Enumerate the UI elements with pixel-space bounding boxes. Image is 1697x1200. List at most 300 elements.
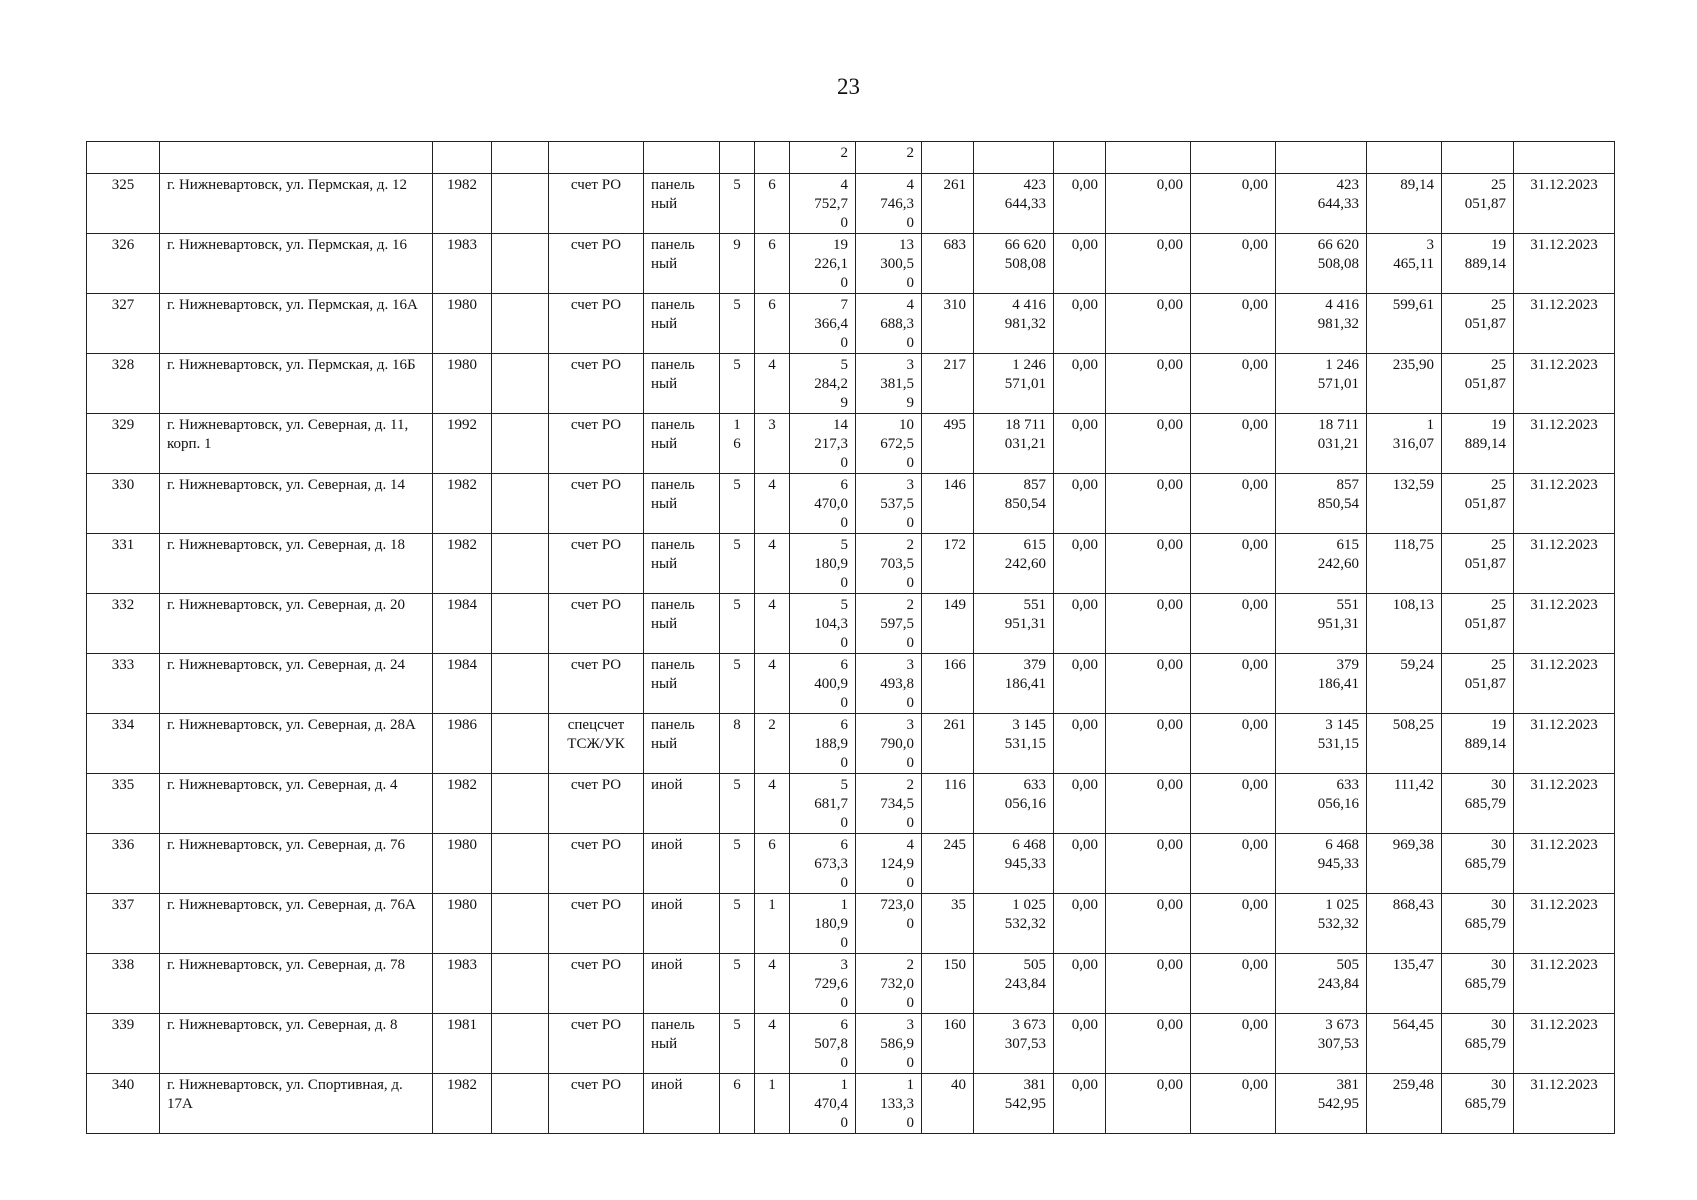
cell-fund-method: счет РО (549, 354, 644, 414)
cell-residents: 261 (922, 174, 974, 234)
cell-federal-funds: 0,00 (1054, 174, 1106, 234)
cell-living-area: 3 790,0 0 (856, 714, 922, 774)
cell-blank-cell (492, 954, 549, 1014)
cell-local-funds: 0,00 (1191, 894, 1276, 954)
cell-total-cost: 1 246 571,01 (974, 354, 1054, 414)
cell-wall-material: панель ный (644, 414, 720, 474)
cell-federal-funds: 0,00 (1054, 294, 1106, 354)
cell-deadline: 31.12.2023 (1514, 534, 1615, 594)
cell-local-funds: 0,00 (1191, 474, 1276, 534)
cell-limit-per-sqm: 19 889,14 (1442, 414, 1514, 474)
cell-owner-funds: 857 850,54 (1276, 474, 1367, 534)
cell-address: г. Нижневартовск, ул. Северная, д. 28А (160, 714, 433, 774)
cell-limit-per-sqm: 25 051,87 (1442, 174, 1514, 234)
cell-residents: 166 (922, 654, 974, 714)
cell-deadline: 31.12.2023 (1514, 714, 1615, 774)
cell-address: г. Нижневартовск, ул. Северная, д. 76 (160, 834, 433, 894)
cell-total-area: 6 188,9 0 (790, 714, 856, 774)
table-row (87, 474, 1615, 534)
cell-floors: 5 (720, 354, 755, 414)
cell-deadline: 31.12.2023 (1514, 834, 1615, 894)
cell-floors: 5 (720, 1014, 755, 1074)
cell-residents: 35 (922, 894, 974, 954)
cell-residents: 160 (922, 1014, 974, 1074)
cell-residents: 149 (922, 594, 974, 654)
cell-floors: 5 (720, 834, 755, 894)
cell-local-funds: 0,00 (1191, 834, 1276, 894)
cell-residents: 40 (922, 1074, 974, 1134)
cell-deadline: 31.12.2023 (1514, 294, 1615, 354)
cell-entrances: 3 (755, 414, 790, 474)
cell-local-funds (1191, 142, 1276, 174)
cell-regional-funds: 0,00 (1106, 474, 1191, 534)
cell-living-area: 4 746,3 0 (856, 174, 922, 234)
cell-residents: 217 (922, 354, 974, 414)
cell-year-built: 1981 (433, 1014, 492, 1074)
table-row (87, 534, 1615, 594)
cell-year-built: 1982 (433, 534, 492, 594)
cell-owner-funds: 379 186,41 (1276, 654, 1367, 714)
cell-total-cost: 633 056,16 (974, 774, 1054, 834)
cell-total-area: 5 284,2 9 (790, 354, 856, 414)
cell-local-funds: 0,00 (1191, 714, 1276, 774)
cell-blank-cell (492, 294, 549, 354)
cell-fund-method: счет РО (549, 1014, 644, 1074)
cell-cost-per-sqm: 969,38 (1367, 834, 1442, 894)
cell-deadline: 31.12.2023 (1514, 1014, 1615, 1074)
cell-blank-cell (492, 894, 549, 954)
cell-regional-funds: 0,00 (1106, 714, 1191, 774)
cell-regional-funds: 0,00 (1106, 894, 1191, 954)
cell-year-built: 1984 (433, 594, 492, 654)
cell-total-cost: 18 711 031,21 (974, 414, 1054, 474)
cell-regional-funds (1106, 142, 1191, 174)
cell-year-built: 1986 (433, 714, 492, 774)
cell-floors (720, 142, 755, 174)
cell-federal-funds: 0,00 (1054, 474, 1106, 534)
cell-year-built: 1980 (433, 354, 492, 414)
cell-total-cost: 423 644,33 (974, 174, 1054, 234)
cell-blank-cell (492, 654, 549, 714)
cell-row-number: 325 (87, 174, 160, 234)
table-row (87, 1014, 1615, 1074)
cell-fund-method: счет РО (549, 594, 644, 654)
cell-total-area: 6 507,8 0 (790, 1014, 856, 1074)
cell-regional-funds: 0,00 (1106, 594, 1191, 654)
cell-residents (922, 142, 974, 174)
cell-wall-material: панель ный (644, 1014, 720, 1074)
cell-total-area: 2 (790, 142, 856, 174)
cell-address (160, 142, 433, 174)
cell-living-area: 2 732,0 0 (856, 954, 922, 1014)
cell-fund-method: счет РО (549, 1074, 644, 1134)
cell-total-area: 5 104,3 0 (790, 594, 856, 654)
cell-cost-per-sqm: 108,13 (1367, 594, 1442, 654)
cell-cost-per-sqm: 89,14 (1367, 174, 1442, 234)
cell-row-number: 331 (87, 534, 160, 594)
cell-address: г. Нижневартовск, ул. Северная, д. 24 (160, 654, 433, 714)
cell-living-area: 3 537,5 0 (856, 474, 922, 534)
cell-limit-per-sqm: 25 051,87 (1442, 594, 1514, 654)
cell-regional-funds: 0,00 (1106, 414, 1191, 474)
cell-owner-funds: 381 542,95 (1276, 1074, 1367, 1134)
cell-limit-per-sqm: 25 051,87 (1442, 294, 1514, 354)
cell-entrances: 6 (755, 174, 790, 234)
cell-entrances: 4 (755, 534, 790, 594)
cell-federal-funds: 0,00 (1054, 534, 1106, 594)
cell-year-built: 1982 (433, 174, 492, 234)
cell-entrances: 4 (755, 954, 790, 1014)
cell-entrances: 4 (755, 594, 790, 654)
cell-row-number: 328 (87, 354, 160, 414)
cell-total-area: 5 681,7 0 (790, 774, 856, 834)
cell-regional-funds: 0,00 (1106, 1014, 1191, 1074)
cell-fund-method: счет РО (549, 954, 644, 1014)
cell-regional-funds: 0,00 (1106, 294, 1191, 354)
cell-deadline: 31.12.2023 (1514, 174, 1615, 234)
cell-owner-funds: 1 025 532,32 (1276, 894, 1367, 954)
cell-owner-funds: 505 243,84 (1276, 954, 1367, 1014)
cell-total-cost: 6 468 945,33 (974, 834, 1054, 894)
cell-cost-per-sqm: 118,75 (1367, 534, 1442, 594)
cell-fund-method: счет РО (549, 774, 644, 834)
cell-year-built: 1982 (433, 474, 492, 534)
cell-total-cost (974, 142, 1054, 174)
cell-owner-funds (1276, 142, 1367, 174)
cell-residents: 310 (922, 294, 974, 354)
cell-deadline: 31.12.2023 (1514, 474, 1615, 534)
cell-limit-per-sqm: 30 685,79 (1442, 954, 1514, 1014)
cell-address: г. Нижневартовск, ул. Северная, д. 78 (160, 954, 433, 1014)
cell-residents: 172 (922, 534, 974, 594)
cell-owner-funds: 551 951,31 (1276, 594, 1367, 654)
housing-registry-table (86, 141, 1615, 1134)
cell-address: г. Нижневартовск, ул. Северная, д. 11, корп. 1 (160, 414, 433, 474)
cell-year-built (433, 142, 492, 174)
cell-address: г. Нижневартовск, ул. Пермская, д. 16Б (160, 354, 433, 414)
cell-cost-per-sqm: 868,43 (1367, 894, 1442, 954)
cell-wall-material: панель ный (644, 654, 720, 714)
cell-residents: 495 (922, 414, 974, 474)
cell-total-cost: 505 243,84 (974, 954, 1054, 1014)
cell-local-funds: 0,00 (1191, 414, 1276, 474)
cell-row-number: 339 (87, 1014, 160, 1074)
cell-regional-funds: 0,00 (1106, 1074, 1191, 1134)
cell-cost-per-sqm: 259,48 (1367, 1074, 1442, 1134)
table-row (87, 954, 1615, 1014)
cell-total-cost: 1 025 532,32 (974, 894, 1054, 954)
cell-year-built: 1980 (433, 894, 492, 954)
cell-federal-funds: 0,00 (1054, 894, 1106, 954)
cell-limit-per-sqm: 30 685,79 (1442, 1014, 1514, 1074)
cell-living-area: 2 703,5 0 (856, 534, 922, 594)
cell-living-area: 13 300,5 0 (856, 234, 922, 294)
cell-row-number: 336 (87, 834, 160, 894)
cell-living-area: 4 124,9 0 (856, 834, 922, 894)
cell-address: г. Нижневартовск, ул. Спортивная, д. 17А (160, 1074, 433, 1134)
cell-total-area: 14 217,3 0 (790, 414, 856, 474)
cell-row-number: 335 (87, 774, 160, 834)
cell-row-number: 332 (87, 594, 160, 654)
cell-living-area: 2 (856, 142, 922, 174)
table-row (87, 774, 1615, 834)
cell-row-number: 338 (87, 954, 160, 1014)
cell-federal-funds: 0,00 (1054, 774, 1106, 834)
cell-year-built: 1982 (433, 1074, 492, 1134)
table-row (87, 654, 1615, 714)
cell-floors: 5 (720, 294, 755, 354)
cell-blank-cell (492, 142, 549, 174)
cell-total-cost: 66 620 508,08 (974, 234, 1054, 294)
cell-limit-per-sqm: 30 685,79 (1442, 1074, 1514, 1134)
cell-cost-per-sqm: 132,59 (1367, 474, 1442, 534)
cell-federal-funds: 0,00 (1054, 834, 1106, 894)
cell-living-area: 4 688,3 0 (856, 294, 922, 354)
cell-cost-per-sqm: 235,90 (1367, 354, 1442, 414)
cell-owner-funds: 6 468 945,33 (1276, 834, 1367, 894)
cell-row-number: 337 (87, 894, 160, 954)
cell-deadline: 31.12.2023 (1514, 894, 1615, 954)
cell-entrances: 6 (755, 834, 790, 894)
cell-total-area: 5 180,9 0 (790, 534, 856, 594)
cell-address: г. Нижневартовск, ул. Пермская, д. 12 (160, 174, 433, 234)
cell-federal-funds: 0,00 (1054, 1014, 1106, 1074)
table-row (87, 834, 1615, 894)
cell-row-number: 334 (87, 714, 160, 774)
cell-regional-funds: 0,00 (1106, 834, 1191, 894)
cell-living-area: 2 734,5 0 (856, 774, 922, 834)
cell-wall-material: панель ный (644, 534, 720, 594)
cell-wall-material: панель ный (644, 174, 720, 234)
cell-address: г. Нижневартовск, ул. Северная, д. 20 (160, 594, 433, 654)
cell-regional-funds: 0,00 (1106, 174, 1191, 234)
cell-limit-per-sqm: 25 051,87 (1442, 354, 1514, 414)
cell-owner-funds: 615 242,60 (1276, 534, 1367, 594)
cell-wall-material: панель ный (644, 714, 720, 774)
cell-year-built: 1982 (433, 774, 492, 834)
cell-address: г. Нижневартовск, ул. Северная, д. 14 (160, 474, 433, 534)
cell-regional-funds: 0,00 (1106, 234, 1191, 294)
cell-local-funds: 0,00 (1191, 654, 1276, 714)
cell-federal-funds: 0,00 (1054, 654, 1106, 714)
cell-living-area: 2 597,5 0 (856, 594, 922, 654)
cell-residents: 146 (922, 474, 974, 534)
cell-residents: 683 (922, 234, 974, 294)
cell-local-funds: 0,00 (1191, 174, 1276, 234)
cell-cost-per-sqm: 508,25 (1367, 714, 1442, 774)
cell-wall-material: панель ный (644, 234, 720, 294)
cell-limit-per-sqm: 19 889,14 (1442, 234, 1514, 294)
cell-entrances: 4 (755, 774, 790, 834)
cell-fund-method: счет РО (549, 834, 644, 894)
cell-total-area: 6 470,0 0 (790, 474, 856, 534)
cell-row-number: 329 (87, 414, 160, 474)
cell-address: г. Нижневартовск, ул. Пермская, д. 16А (160, 294, 433, 354)
cell-blank-cell (492, 534, 549, 594)
cell-blank-cell (492, 174, 549, 234)
table-row (87, 894, 1615, 954)
cell-owner-funds: 3 673 307,53 (1276, 1014, 1367, 1074)
cell-cost-per-sqm: 599,61 (1367, 294, 1442, 354)
cell-local-funds: 0,00 (1191, 954, 1276, 1014)
cell-cost-per-sqm: 59,24 (1367, 654, 1442, 714)
cell-living-area: 723,0 0 (856, 894, 922, 954)
cell-living-area: 10 672,5 0 (856, 414, 922, 474)
cell-federal-funds: 0,00 (1054, 354, 1106, 414)
cell-owner-funds: 423 644,33 (1276, 174, 1367, 234)
cell-total-cost: 3 145 531,15 (974, 714, 1054, 774)
cell-year-built: 1992 (433, 414, 492, 474)
cell-wall-material: панель ный (644, 354, 720, 414)
cell-year-built: 1983 (433, 234, 492, 294)
cell-federal-funds: 0,00 (1054, 954, 1106, 1014)
cell-entrances: 2 (755, 714, 790, 774)
cell-entrances: 6 (755, 234, 790, 294)
cell-federal-funds: 0,00 (1054, 414, 1106, 474)
table-row (87, 354, 1615, 414)
cell-cost-per-sqm: 111,42 (1367, 774, 1442, 834)
cell-floors: 5 (720, 174, 755, 234)
cell-federal-funds: 0,00 (1054, 1074, 1106, 1134)
cell-total-area: 3 729,6 0 (790, 954, 856, 1014)
cell-wall-material: иной (644, 954, 720, 1014)
cell-residents: 245 (922, 834, 974, 894)
cell-year-built: 1980 (433, 834, 492, 894)
cell-cost-per-sqm: 1 316,07 (1367, 414, 1442, 474)
table-row (87, 594, 1615, 654)
cell-living-area: 3 381,5 9 (856, 354, 922, 414)
cell-address: г. Нижневартовск, ул. Северная, д. 8 (160, 1014, 433, 1074)
cell-owner-funds: 4 416 981,32 (1276, 294, 1367, 354)
cell-year-built: 1980 (433, 294, 492, 354)
cell-wall-material: иной (644, 894, 720, 954)
cell-total-area: 1 180,9 0 (790, 894, 856, 954)
cell-blank-cell (492, 1014, 549, 1074)
cell-wall-material: иной (644, 834, 720, 894)
cell-fund-method: счет РО (549, 294, 644, 354)
cell-fund-method: счет РО (549, 474, 644, 534)
table-row (87, 174, 1615, 234)
cell-row-number: 330 (87, 474, 160, 534)
cell-year-built: 1983 (433, 954, 492, 1014)
cell-federal-funds: 0,00 (1054, 594, 1106, 654)
cell-total-cost: 551 951,31 (974, 594, 1054, 654)
cell-limit-per-sqm: 19 889,14 (1442, 714, 1514, 774)
cell-deadline (1514, 142, 1615, 174)
cell-blank-cell (492, 714, 549, 774)
table-row (87, 1074, 1615, 1134)
cell-total-area: 7 366,4 0 (790, 294, 856, 354)
cell-total-area: 6 400,9 0 (790, 654, 856, 714)
cell-federal-funds (1054, 142, 1106, 174)
cell-entrances: 6 (755, 294, 790, 354)
table-row (87, 294, 1615, 354)
cell-owner-funds: 18 711 031,21 (1276, 414, 1367, 474)
cell-fund-method: счет РО (549, 534, 644, 594)
cell-residents: 150 (922, 954, 974, 1014)
cell-deadline: 31.12.2023 (1514, 234, 1615, 294)
cell-address: г. Нижневартовск, ул. Северная, д. 18 (160, 534, 433, 594)
cell-wall-material: панель ный (644, 594, 720, 654)
cell-cost-per-sqm: 135,47 (1367, 954, 1442, 1014)
cell-entrances: 4 (755, 1014, 790, 1074)
cell-residents: 116 (922, 774, 974, 834)
cell-blank-cell (492, 1074, 549, 1134)
cell-row-number: 340 (87, 1074, 160, 1134)
cell-deadline: 31.12.2023 (1514, 954, 1615, 1014)
cell-total-cost: 4 416 981,32 (974, 294, 1054, 354)
cell-residents: 261 (922, 714, 974, 774)
cell-limit-per-sqm (1442, 142, 1514, 174)
cell-fund-method: счет РО (549, 654, 644, 714)
cell-entrances: 4 (755, 354, 790, 414)
cell-floors: 1 6 (720, 414, 755, 474)
cell-total-area: 6 673,3 0 (790, 834, 856, 894)
cell-blank-cell (492, 774, 549, 834)
cell-entrances: 1 (755, 1074, 790, 1134)
cell-floors: 9 (720, 234, 755, 294)
cell-local-funds: 0,00 (1191, 774, 1276, 834)
cell-wall-material: панель ный (644, 474, 720, 534)
cell-local-funds: 0,00 (1191, 354, 1276, 414)
cell-total-cost: 857 850,54 (974, 474, 1054, 534)
cell-regional-funds: 0,00 (1106, 654, 1191, 714)
cell-federal-funds: 0,00 (1054, 714, 1106, 774)
cell-floors: 5 (720, 474, 755, 534)
cell-fund-method: счет РО (549, 234, 644, 294)
cell-deadline: 31.12.2023 (1514, 1074, 1615, 1134)
cell-local-funds: 0,00 (1191, 234, 1276, 294)
cell-address: г. Нижневартовск, ул. Северная, д. 76А (160, 894, 433, 954)
cell-local-funds: 0,00 (1191, 1074, 1276, 1134)
cell-blank-cell (492, 414, 549, 474)
cell-owner-funds: 1 246 571,01 (1276, 354, 1367, 414)
cell-floors: 5 (720, 774, 755, 834)
cell-total-cost: 379 186,41 (974, 654, 1054, 714)
cell-entrances: 1 (755, 894, 790, 954)
cell-floors: 6 (720, 1074, 755, 1134)
cell-living-area: 3 586,9 0 (856, 1014, 922, 1074)
cell-entrances: 4 (755, 474, 790, 534)
cell-floors: 5 (720, 654, 755, 714)
cell-regional-funds: 0,00 (1106, 774, 1191, 834)
cell-total-cost: 615 242,60 (974, 534, 1054, 594)
cell-row-number: 326 (87, 234, 160, 294)
cell-deadline: 31.12.2023 (1514, 414, 1615, 474)
cell-living-area: 1 133,3 0 (856, 1074, 922, 1134)
cell-living-area: 3 493,8 0 (856, 654, 922, 714)
cell-regional-funds: 0,00 (1106, 954, 1191, 1014)
page-number: 23 (837, 74, 860, 99)
cell-row-number: 333 (87, 654, 160, 714)
cell-wall-material (644, 142, 720, 174)
cell-fund-method: спецсчет ТСЖ/УК (549, 714, 644, 774)
cell-row-number: 327 (87, 294, 160, 354)
cell-regional-funds: 0,00 (1106, 534, 1191, 594)
cell-local-funds: 0,00 (1191, 534, 1276, 594)
cell-limit-per-sqm: 30 685,79 (1442, 834, 1514, 894)
cell-deadline: 31.12.2023 (1514, 354, 1615, 414)
cell-entrances (755, 142, 790, 174)
cell-blank-cell (492, 474, 549, 534)
cell-local-funds: 0,00 (1191, 1014, 1276, 1074)
cell-wall-material: иной (644, 1074, 720, 1134)
cell-limit-per-sqm: 25 051,87 (1442, 534, 1514, 594)
cell-fund-method: счет РО (549, 894, 644, 954)
cell-floors: 5 (720, 534, 755, 594)
cell-blank-cell (492, 834, 549, 894)
cell-floors: 5 (720, 894, 755, 954)
